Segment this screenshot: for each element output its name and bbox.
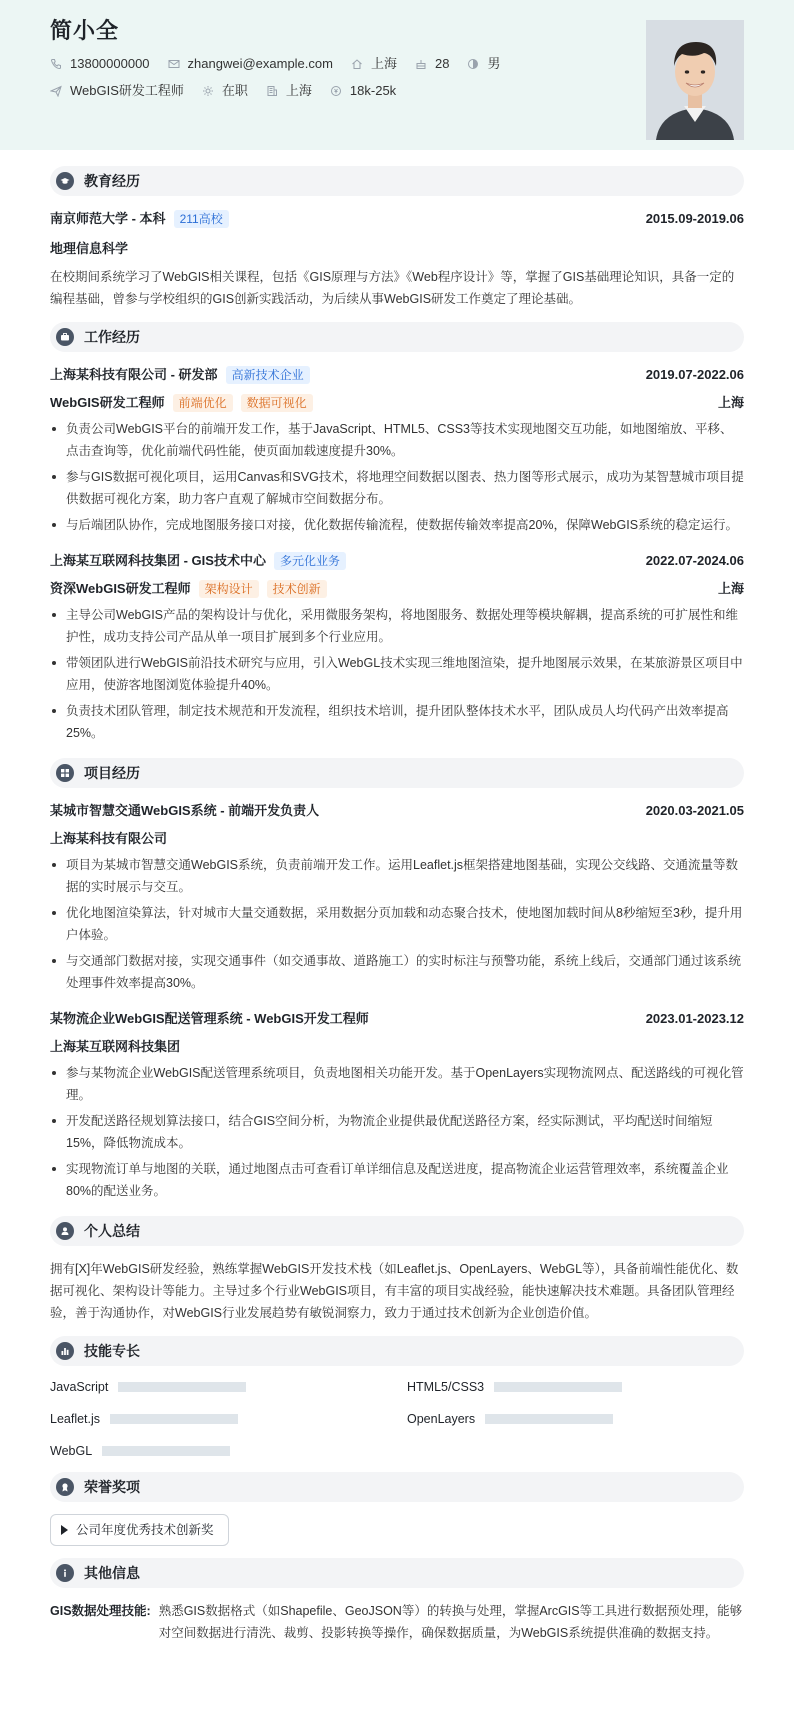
other-text: 熟悉GIS数据格式（如Shapefile、GeoJSON等）的转换与处理，掌握ArcGIS等工具进行数据预处理，能够对空间数据进行清洗、裁剪、投影转换等操作，确保数据质量，为WebGIS系统提供准确的数据支持。 <box>158 1604 743 1640</box>
mail-icon <box>168 58 180 70</box>
skills-section <box>50 1336 744 1460</box>
job-item <box>50 81 184 102</box>
work-city: 上海 <box>717 394 744 410</box>
work-company-tag: 多元化业务 <box>274 552 346 570</box>
work-role: 资深WebGIS研发工程师 <box>50 580 191 596</box>
education-desc: 在校期间系统学习了WebGIS相关课程，包括《GIS原理与方法》《Web程序设计》等，掌握了GIS基础理论知识，具备一定的编程基础，曾参与学校组织的GIS创新实践活动，为后续从事WebGIS研发工作奠定了理论基础。 <box>50 270 735 306</box>
project-bullet: 与交通部门数据对接，实现交通事件（如交通事故、道路施工）的实时标注与预警功能，系统上线后，交通部门通过该系统处理事件效率提高30%。 <box>50 950 744 994</box>
work-role-tag: 前端优化 <box>173 394 233 412</box>
contact-row <box>50 55 744 73</box>
work-bullet: 带领团队进行WebGIS前沿技术研究与应用，引入WebGL技术实现三维地图渲染，提升地图展示效果，在某旅游景区项目中应用，使游客地图浏览体验提升40%。 <box>50 652 744 696</box>
skill-name: JavaScript <box>50 1380 109 1394</box>
work-bullet: 主导公司WebGIS产品的架构设计与优化，采用微服务架构，将地图服务、数据处理等模块解耦，提高系统的可扩展性和维护性，成功支持公司产品从单一项目扩展到多个行业应用。 <box>50 604 744 648</box>
home-icon <box>351 58 363 70</box>
work-role-tag: 技术创新 <box>267 580 327 598</box>
work-city-item <box>266 81 312 102</box>
location-text: 上海 <box>370 55 397 71</box>
work-date: 2019.07-2022.06 <box>645 366 744 382</box>
project-name: 某物流企业WebGIS配送管理系统 - WebGIS开发工程师 <box>50 1010 369 1026</box>
salary-item <box>330 81 396 102</box>
project-date: 2020.03-2021.05 <box>645 802 744 818</box>
phone-icon <box>50 58 62 70</box>
school-tag: 211高校 <box>174 210 229 228</box>
skills-grid <box>50 1378 744 1460</box>
project-date: 2023.01-2023.12 <box>645 1010 744 1026</box>
project-bullets <box>50 854 744 994</box>
work-bullet: 负责技术团队管理，制定技术规范和开发流程，组织技术培训，提升团队整体技术水平，团队成员人均代码产出效率提高25%。 <box>50 700 744 744</box>
work-section <box>50 322 744 744</box>
work-bullets <box>50 418 744 536</box>
cake-icon <box>415 58 427 70</box>
work-role-row <box>50 392 744 414</box>
skill-bar <box>485 1414 613 1424</box>
skill-bar <box>494 1382 622 1392</box>
skill-name: WebGL <box>50 1444 93 1458</box>
profile-photo <box>646 20 744 140</box>
info-icon <box>56 1564 74 1582</box>
location-item <box>351 54 397 75</box>
email-text: zhangwei@example.com <box>187 55 333 71</box>
briefcase-icon <box>56 328 74 346</box>
play-icon <box>61 1525 68 1535</box>
work-header <box>50 364 744 386</box>
age-item <box>415 54 449 75</box>
skill-item <box>407 1378 744 1396</box>
skill-bar <box>118 1382 246 1392</box>
skills-title-bar <box>50 1336 744 1366</box>
work-city-text: 上海 <box>285 82 312 98</box>
project-bullet: 优化地图渲染算法，针对城市大量交通数据，采用数据分页加载和动态聚合技术，使地图加载时间从8秒缩短至3秒，提升用户体验。 <box>50 902 744 946</box>
project-name: 某城市智慧交通WebGIS系统 - 前端开发负责人 <box>50 802 320 818</box>
work-title-bar <box>50 322 744 352</box>
age-text: 28 <box>434 55 450 71</box>
email-item <box>168 54 333 75</box>
work-company-tag: 高新技术企业 <box>226 366 310 384</box>
project-item <box>50 1008 744 1202</box>
skill-item <box>50 1410 387 1428</box>
user-icon <box>56 1222 74 1240</box>
gender-text: 男 <box>487 55 501 71</box>
work-bullet: 参与GIS数据可视化项目，运用Canvas和SVG技术，将地理空间数据以图表、热力图等形式展示，成功为某智慧城市项目提供数据可视化方案，助力客户直观了解城市空间数据分布。 <box>50 466 744 510</box>
gender-item <box>467 54 500 75</box>
honors-title-bar <box>50 1472 744 1502</box>
send-icon <box>50 85 62 97</box>
building-icon <box>266 85 278 97</box>
skill-name: OpenLayers <box>407 1412 476 1426</box>
summary-title: 个人总结 <box>84 1222 140 1239</box>
project-bullet: 开发配送路径规划算法接口，结合GIS空间分析，为物流企业提供最优配送路径方案，经实际测试，平均配送时间缩短15%，降低物流成本。 <box>50 1110 744 1154</box>
project-item <box>50 800 744 994</box>
award-name: 公司年度优秀技术创新奖 <box>76 1523 214 1537</box>
honors-section <box>50 1472 744 1546</box>
gear-icon <box>202 85 214 97</box>
status-item <box>202 81 248 102</box>
medal-icon <box>56 1478 74 1496</box>
award-item <box>50 1514 229 1546</box>
other-title: 其他信息 <box>84 1564 140 1581</box>
skill-name: Leaflet.js <box>50 1412 101 1426</box>
project-section <box>50 758 744 1202</box>
grid-icon <box>56 764 74 782</box>
project-bullet: 参与某物流企业WebGIS配送管理系统项目，负责地图相关功能开发。基于OpenLayers实现物流网点、配送路线的可视化管理。 <box>50 1062 744 1106</box>
other-section <box>50 1558 744 1644</box>
project-company: 上海某科技有限公司 <box>50 831 168 846</box>
work-bullet: 与后端团队协作，完成地图服务接口对接，优化数据传输流程，使数据传输效率提高20%，保障WebGIS系统的稳定运行。 <box>50 514 744 536</box>
skill-name: HTML5/CSS3 <box>407 1380 485 1394</box>
education-title: 教育经历 <box>84 172 140 189</box>
phone-text: 13800000000 <box>70 55 150 71</box>
honors-title: 荣誉奖项 <box>84 1478 140 1495</box>
skill-item <box>50 1442 387 1460</box>
education-title-bar <box>50 166 744 196</box>
project-title-bar <box>50 758 744 788</box>
skill-item <box>407 1410 744 1428</box>
skill-bar <box>102 1446 230 1456</box>
graduation-cap-icon <box>56 172 74 190</box>
major-name: 地理信息科学 <box>50 241 129 256</box>
project-header <box>50 800 744 822</box>
summary-text: 拥有[X]年WebGIS研发经验，熟练掌握WebGIS开发技术栈（如Leaflet.js、OpenLayers、WebGL等），具备前端性能优化、数据可视化、架构设计等能力。主导过多个行业WebGIS项目，有丰富的项目实战经验，能快速解决技术难题。具备团队管理经验，善于沟通协作，对WebGIS行业发展趋势有敏锐洞察力，致力于通过技术创新为企业创造价值。 <box>50 1262 739 1320</box>
summary-title-bar <box>50 1216 744 1246</box>
project-bullet: 项目为某城市智慧交通WebGIS系统，负责前端开发工作。运用Leaflet.js框架搭建地图基础，实现公交线路、交通流量等数据的实时展示与交互。 <box>50 854 744 898</box>
work-company: 上海某互联网科技集团 - GIS技术中心 <box>50 552 266 568</box>
status-text: 在职 <box>221 82 248 98</box>
work-title: 工作经历 <box>84 328 140 345</box>
education-date: 2015.09-2019.06 <box>645 210 744 226</box>
education-header <box>50 208 744 230</box>
project-header <box>50 1008 744 1030</box>
work-item <box>50 550 744 744</box>
other-label: GIS数据处理技能: <box>50 1604 151 1618</box>
summary-section <box>50 1216 744 1324</box>
work-item <box>50 364 744 536</box>
work-header <box>50 550 744 572</box>
profile-header <box>0 0 794 150</box>
work-bullets <box>50 604 744 744</box>
job-text: WebGIS研发工程师 <box>70 82 184 98</box>
skill-item <box>50 1378 387 1396</box>
candidate-name: 简小全 <box>50 18 120 43</box>
education-section <box>50 166 744 310</box>
coin-icon <box>330 85 342 97</box>
work-city: 上海 <box>717 580 744 596</box>
bar-chart-icon <box>56 1342 74 1360</box>
work-role-tag: 数据可视化 <box>241 394 313 412</box>
resume-content <box>0 150 794 1644</box>
work-role: WebGIS研发工程师 <box>50 394 165 410</box>
other-title-bar <box>50 1558 744 1588</box>
school-name: 南京师范大学 - 本科 <box>50 210 166 226</box>
work-role-row <box>50 578 744 600</box>
project-company: 上海某互联网科技集团 <box>50 1039 181 1054</box>
work-role-tag: 架构设计 <box>199 580 259 598</box>
salary-text: 18k-25k <box>349 82 397 98</box>
phone-item <box>50 54 150 75</box>
skill-bar <box>110 1414 238 1424</box>
work-bullet: 负责公司WebGIS平台的前端开发工作，基于JavaScript、HTML5、CSS3等技术实现地图交互功能，如地图缩放、平移、点击查询等，优化前端代码性能，使页面加载速度提升30%。 <box>50 418 744 462</box>
work-date: 2022.07-2024.06 <box>645 552 744 568</box>
skills-title: 技能专长 <box>84 1342 140 1359</box>
project-title: 项目经历 <box>84 764 140 781</box>
job-row <box>50 82 744 100</box>
project-bullet: 实现物流订单与地图的关联，通过地图点击可查看订单详细信息及配送进度，提高物流企业运营管理效率，系统覆盖企业80%的配送业务。 <box>50 1158 744 1202</box>
project-bullets <box>50 1062 744 1202</box>
other-item <box>50 1600 744 1644</box>
gender-icon <box>467 58 479 70</box>
work-company: 上海某科技有限公司 - 研发部 <box>50 366 218 382</box>
